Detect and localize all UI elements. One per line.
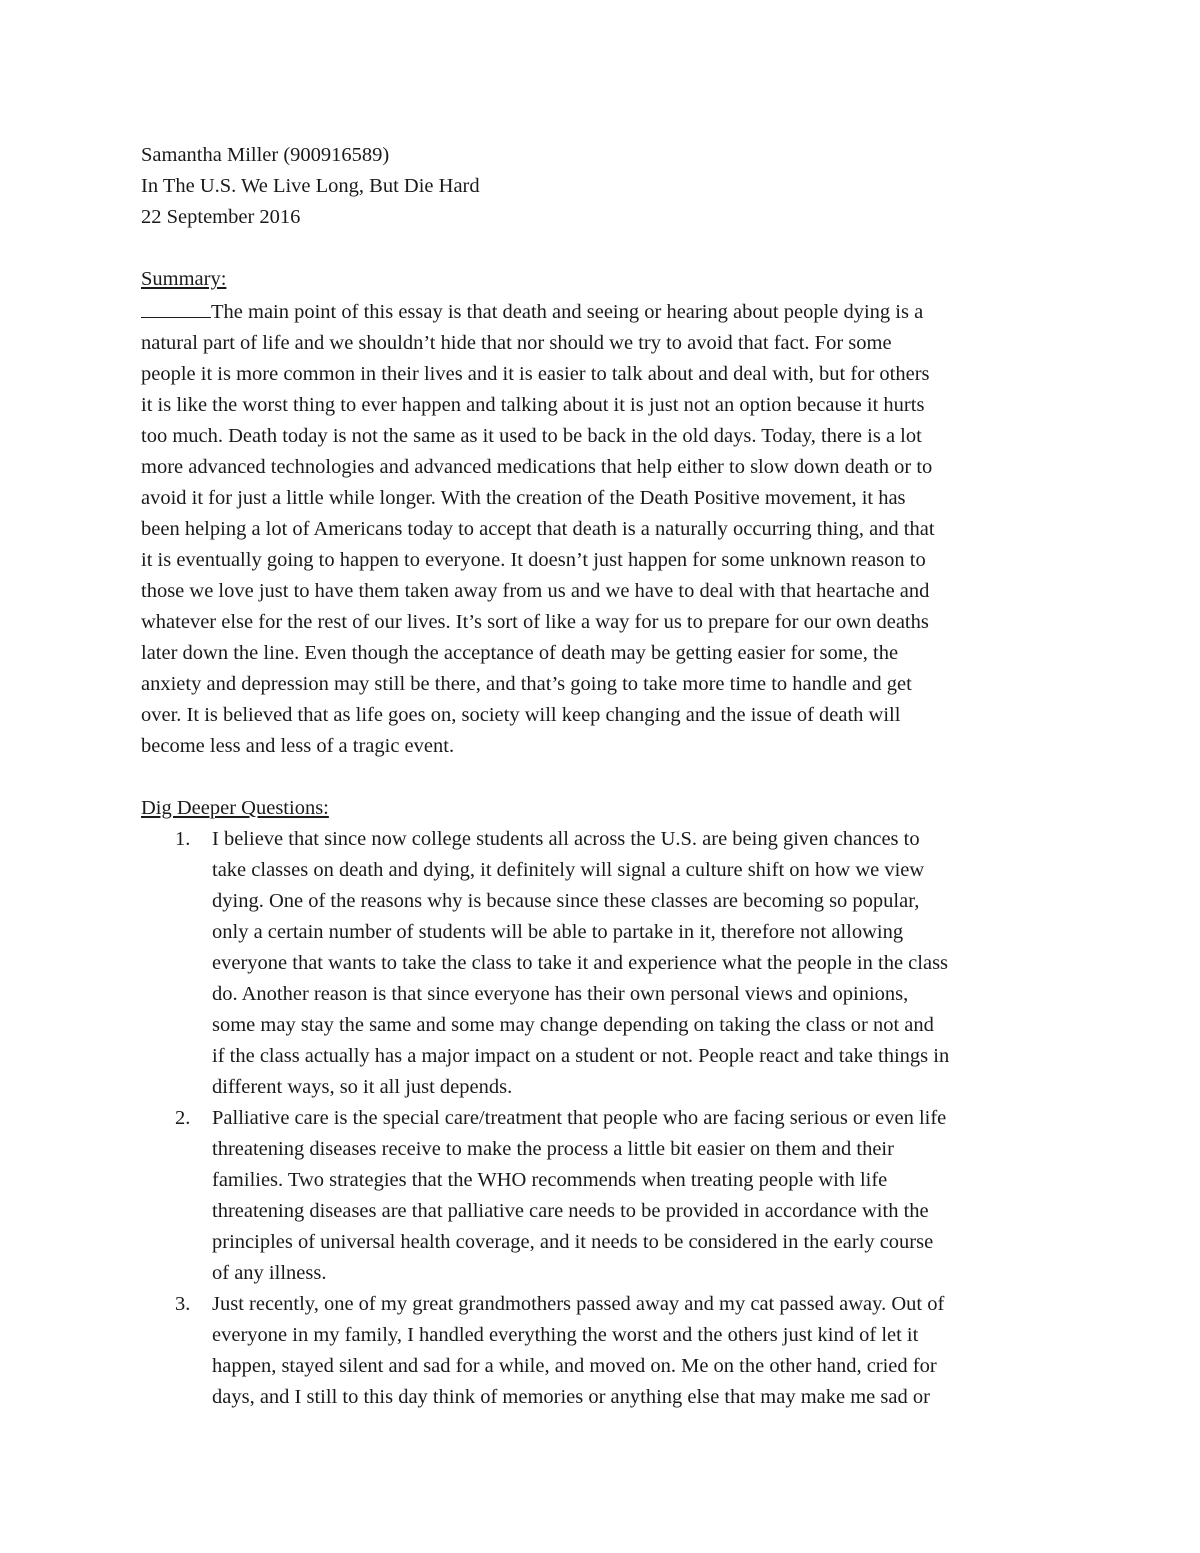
author-line: Samantha Miller (900916589): [141, 144, 390, 166]
question-item: [141, 1289, 1066, 1413]
question-line: everyone in my family, I handled everything the worst and the others just kind of let it: [212, 1324, 919, 1346]
summary-line: [141, 638, 1066, 669]
question-line: only a certain number of students will be able to partake in it, therefore not allowing: [212, 921, 904, 943]
question-line: threatening diseases are that palliative care needs to be provided in accordance with the: [212, 1200, 929, 1222]
summary-line: [141, 328, 1066, 359]
question-line: everyone that wants to take the class to take it and experience what the people in the class: [212, 952, 949, 974]
summary-line-text: over. It is believed that as life goes on, society will keep changing and the issue of death will: [141, 704, 901, 726]
summary-line-text: those we love just to have them taken away from us and we have to deal with that heartache and: [141, 580, 930, 602]
summary-line-text: avoid it for just a little while longer. With the creation of the Death Positive movement, it has: [141, 487, 906, 509]
summary-line-text: The main point of this essay is that death and seeing or hearing about people dying is a: [211, 301, 924, 323]
question-number: 1.: [175, 828, 191, 850]
spacer: [141, 762, 1066, 793]
question-item: [141, 824, 1066, 1103]
summary-line: [141, 545, 1066, 576]
summary-line-text: people it is more common in their lives and it is easier to talk about and deal with, but for others: [141, 363, 930, 385]
summary-line-text: natural part of life and we shouldn’t hide that nor should we try to avoid that fact. For some: [141, 332, 892, 354]
summary-line: [141, 669, 1066, 700]
question-line: happen, stayed silent and sad for a while, and moved on. Me on the other hand, cried for: [212, 1355, 937, 1377]
summary-heading: Summary:: [141, 268, 227, 290]
summary-line-text: later down the line. Even though the acceptance of death may be getting easier for some, the: [141, 642, 899, 664]
question-line: of any illness.: [212, 1262, 327, 1284]
question-line: Palliative care is the special care/treatment that people who are facing serious or even life: [212, 1107, 947, 1129]
questions-heading: Dig Deeper Questions:: [141, 797, 329, 819]
essay-title-line: In The U.S. We Live Long, But Die Hard: [141, 175, 480, 197]
summary-line-text: it is like the worst thing to ever happen and talking about it is just not an option because it hurts: [141, 394, 925, 416]
summary-line: [141, 576, 1066, 607]
question-number: 2.: [175, 1107, 191, 1129]
question-line: take classes on death and dying, it definitely will signal a culture shift on how we view: [212, 859, 925, 881]
summary-line-text: become less and less of a tragic event.: [141, 735, 455, 757]
summary-line-text: more advanced technologies and advanced medications that help either to slow down death or to: [141, 456, 933, 478]
summary-line: [141, 483, 1066, 514]
first-line-indent-blank: [141, 295, 211, 318]
summary-line: [141, 359, 1066, 390]
summary-line: [141, 607, 1066, 638]
summary-line-text: whatever else for the rest of our lives. It’s sort of like a way for us to prepare for our own deaths: [141, 611, 929, 633]
document-page: [141, 140, 1066, 1413]
question-line: some may stay the same and some may change depending on taking the class or not and: [212, 1014, 934, 1036]
questions-list: [141, 824, 1066, 1413]
summary-line: [141, 421, 1066, 452]
question-line: do. Another reason is that since everyone has their own personal views and opinions,: [212, 983, 909, 1005]
question-line: Just recently, one of my great grandmothers passed away and my cat passed away. Out of: [212, 1293, 945, 1315]
question-line: if the class actually has a major impact on a student or not. People react and take things in: [212, 1045, 950, 1067]
summary-line: [141, 452, 1066, 483]
summary-line: [141, 700, 1066, 731]
question-line: families. Two strategies that the WHO recommends when treating people with life: [212, 1169, 888, 1191]
question-line: days, and I still to this day think of memories or anything else that may make me sad or: [212, 1386, 930, 1408]
summary-paragraph: [141, 295, 1066, 762]
summary-line: [141, 390, 1066, 421]
question-line: I believe that since now college students all across the U.S. are being given chances to: [212, 828, 920, 850]
summary-line-text: it is eventually going to happen to everyone. It doesn’t just happen for some unknown reason to: [141, 549, 926, 571]
summary-line: [141, 514, 1066, 545]
question-line: principles of universal health coverage, and it needs to be considered in the early course: [212, 1231, 934, 1253]
question-line: dying. One of the reasons why is because since these classes are becoming so popular,: [212, 890, 920, 912]
question-line: threatening diseases receive to make the process a little bit easier on them and their: [212, 1138, 894, 1160]
summary-line: [141, 731, 1066, 762]
summary-line-text: been helping a lot of Americans today to accept that death is a naturally occurring thing, and that: [141, 518, 935, 540]
summary-line: [141, 295, 1066, 328]
question-number: 3.: [175, 1293, 191, 1315]
summary-line-text: too much. Death today is not the same as it used to be back in the old days. Today, there is a lot: [141, 425, 922, 447]
spacer: [141, 233, 1066, 264]
summary-line-text: anxiety and depression may still be there, and that’s going to take more time to handle and get: [141, 673, 912, 695]
question-line: different ways, so it all just depends.: [212, 1076, 513, 1098]
date-line: 22 September 2016: [141, 206, 301, 228]
question-item: [141, 1103, 1066, 1289]
